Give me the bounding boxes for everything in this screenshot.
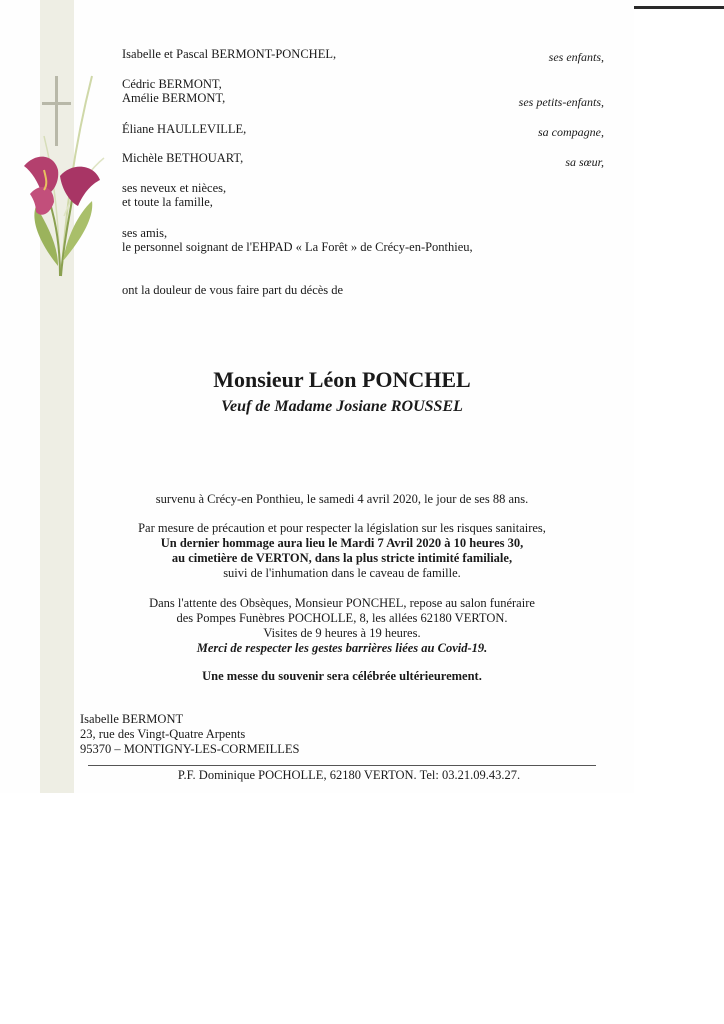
ceremony-line-3: au cimetière de VERTON, dans la plus stricte intimité familiale, <box>171 551 513 565</box>
calla-lily-cross-illustration <box>14 66 106 280</box>
scan-edge-mark <box>634 6 724 9</box>
address-street: 23, rue des Vingt-Quatre Arpents <box>80 727 246 741</box>
relation-sister: sa sœur, <box>565 155 604 169</box>
ceremony-line-1: Par mesure de précaution et pour respecter la législation sur les risques sanitaires, <box>138 521 546 535</box>
visit-line-3: Visites de 9 heures à 19 heures. <box>263 626 421 640</box>
ceremony-line-4: suivi de l'inhumation dans le caveau de famille. <box>223 566 461 580</box>
family-names-children: Isabelle et Pascal BERMONT-PONCHEL, <box>122 47 337 61</box>
family-names-nephews: ses neveux et nièces, <box>122 181 227 195</box>
relation-companion: sa compagne, <box>538 125 604 139</box>
covid-notice: Merci de respecter les gestes barrières liées au Covid-19. <box>196 641 488 655</box>
visit-line-2: des Pompes Funèbres POCHOLLE, 8, les allées 62180 VERTON. <box>176 611 508 625</box>
deceased-widower-of: Veuf de Madame Josiane ROUSSEL <box>221 398 463 415</box>
announcement-text: ont la douleur de vous faire part du décès de <box>122 283 344 297</box>
footer-divider <box>88 765 596 766</box>
address-name: Isabelle BERMONT <box>80 712 184 726</box>
family-names-care-staff: le personnel soignant de l'EHPAD « La Forêt » de Crécy-en-Ponthieu, <box>122 240 473 254</box>
address-city: 95370 – MONTIGNY-LES-CORMEILLES <box>80 742 300 756</box>
family-names-all-family: et toute la famille, <box>122 195 213 209</box>
family-names-grandchild-2: Amélie BERMONT, <box>122 91 226 105</box>
death-details: survenu à Crécy-en Ponthieu, le samedi 4 avril 2020, le jour de ses 88 ans. <box>155 492 529 506</box>
ceremony-line-2: Un dernier hommage aura lieu le Mardi 7 Avril 2020 à 10 heures 30, <box>160 536 524 550</box>
family-names-friends: ses amis, <box>122 226 168 240</box>
deceased-name: Monsieur Léon PONCHEL <box>213 367 471 392</box>
funeral-home-footer: P.F. Dominique POCHOLLE, 62180 VERTON. Tel: 03.21.09.43.27. <box>177 768 521 782</box>
visit-line-1: Dans l'attente des Obsèques, Monsieur PONCHEL, repose au salon funéraire <box>149 596 535 610</box>
family-names-companion: Éliane HAULLEVILLE, <box>122 122 247 136</box>
memorial-mass-notice: Une messe du souvenir sera célébrée ultérieurement. <box>202 669 482 683</box>
relation-grandchildren: ses petits-enfants, <box>518 95 604 109</box>
relation-children: ses enfants, <box>548 50 604 64</box>
family-names-grandchild-1: Cédric BERMONT, <box>122 77 222 91</box>
family-names-sister: Michèle BETHOUART, <box>122 151 244 165</box>
